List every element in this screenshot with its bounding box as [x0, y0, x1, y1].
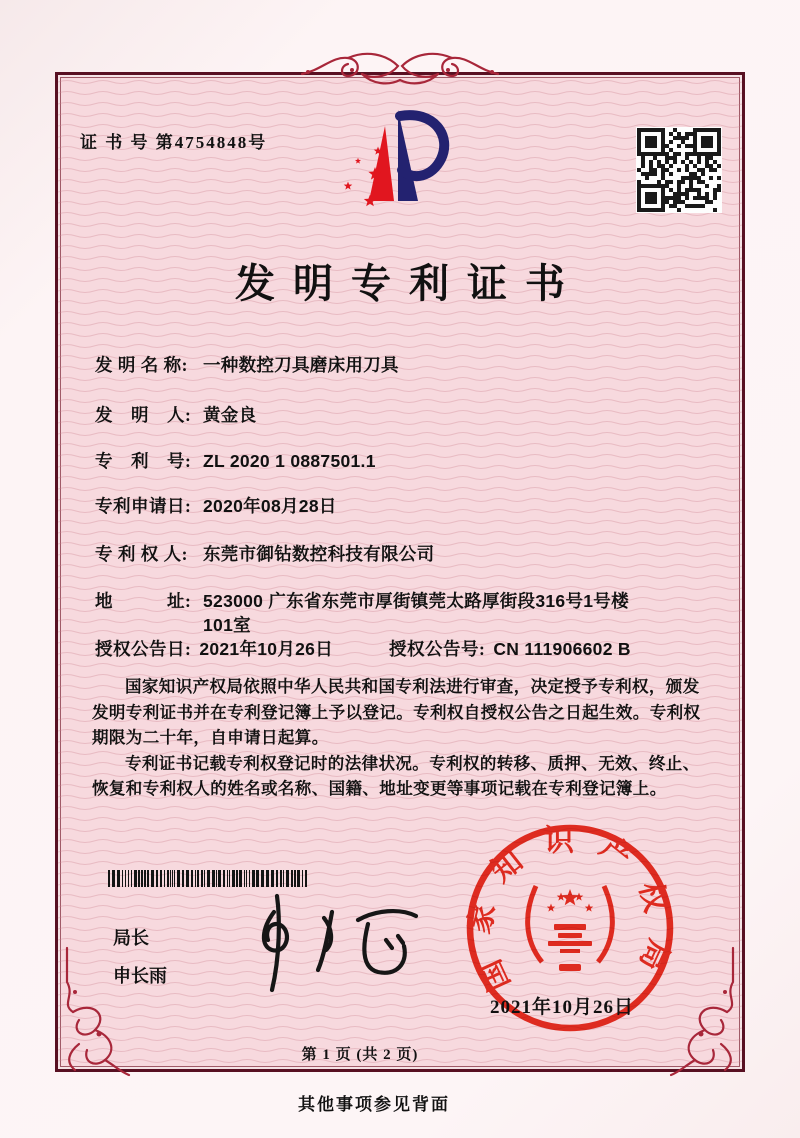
field-grant-date: [95, 638, 333, 662]
seal-date: 2021年10月26日: [490, 997, 635, 1018]
field-label: 专 利 权 人:: [95, 544, 188, 564]
field-value: 黄金良: [203, 405, 257, 425]
certificate-title: 发明专利证书: [235, 261, 583, 306]
seal-agency-text: 国家知识产权局: [462, 824, 678, 996]
qr-code-icon: [636, 127, 722, 213]
field-address: [95, 590, 715, 637]
field-patent-number: [95, 450, 715, 474]
field-label: 授权公告日:: [95, 639, 192, 659]
field-grant-row: [95, 638, 715, 662]
field-value: 东莞市御钻数控科技有限公司: [203, 544, 435, 564]
page-number: 第 1 页 (共 2 页): [301, 1047, 419, 1063]
field-patentee: [95, 543, 715, 567]
certificate-number: 证 书 号 第4754848号: [80, 133, 268, 152]
field-grant-number: [389, 638, 631, 662]
field-value: ZL 2020 1 0887501.1: [203, 451, 376, 471]
field-invention-name: [95, 354, 715, 378]
legal-paragraph-2: 专利证书记载专利权登记时的法律状况。专利权的转移、质押、无效、终止、恢复和专利权人的姓名或名称、国籍、地址变更等事项记载在专利登记簿上。: [92, 753, 700, 799]
field-label: 专 利 号:: [95, 451, 192, 471]
cnipa-logo: [328, 98, 488, 233]
legal-paragraph-1: 国家知识产权局依照中华人民共和国专利法进行审查，决定授予专利权，颁发发明专利证书并在专利登记簿上予以登记。专利权自授权公告之日起生效。专利权期限为二十年，自申请日起算。: [92, 677, 701, 748]
signer-name: 申长雨: [113, 966, 167, 986]
field-value: 2020年08月28日: [203, 496, 337, 516]
field-label: 地 址:: [95, 591, 192, 611]
field-value: CN 111906602 B: [493, 639, 631, 659]
field-inventor: [95, 404, 715, 428]
field-label: 发 明 名 称:: [95, 355, 188, 375]
field-filing-date: [95, 495, 715, 519]
field-value: 一种数控刀具磨床用刀具: [203, 355, 399, 375]
field-label: 授权公告号:: [389, 639, 486, 659]
field-label: 专利申请日:: [95, 496, 192, 516]
handwritten-signature: [228, 884, 438, 999]
legal-text: [92, 674, 712, 802]
top-center-flourish: [300, 46, 500, 98]
signer-title: 局长: [113, 928, 149, 948]
national-emblem: [528, 886, 613, 971]
field-value: 523000 广东省东莞市厚街镇莞太路厚街段316号1号楼101室: [203, 591, 629, 635]
field-value: 2021年10月26日: [199, 639, 333, 659]
field-label: 发 明 人:: [95, 405, 192, 425]
back-side-note: 其他事项参见背面: [298, 1095, 450, 1114]
